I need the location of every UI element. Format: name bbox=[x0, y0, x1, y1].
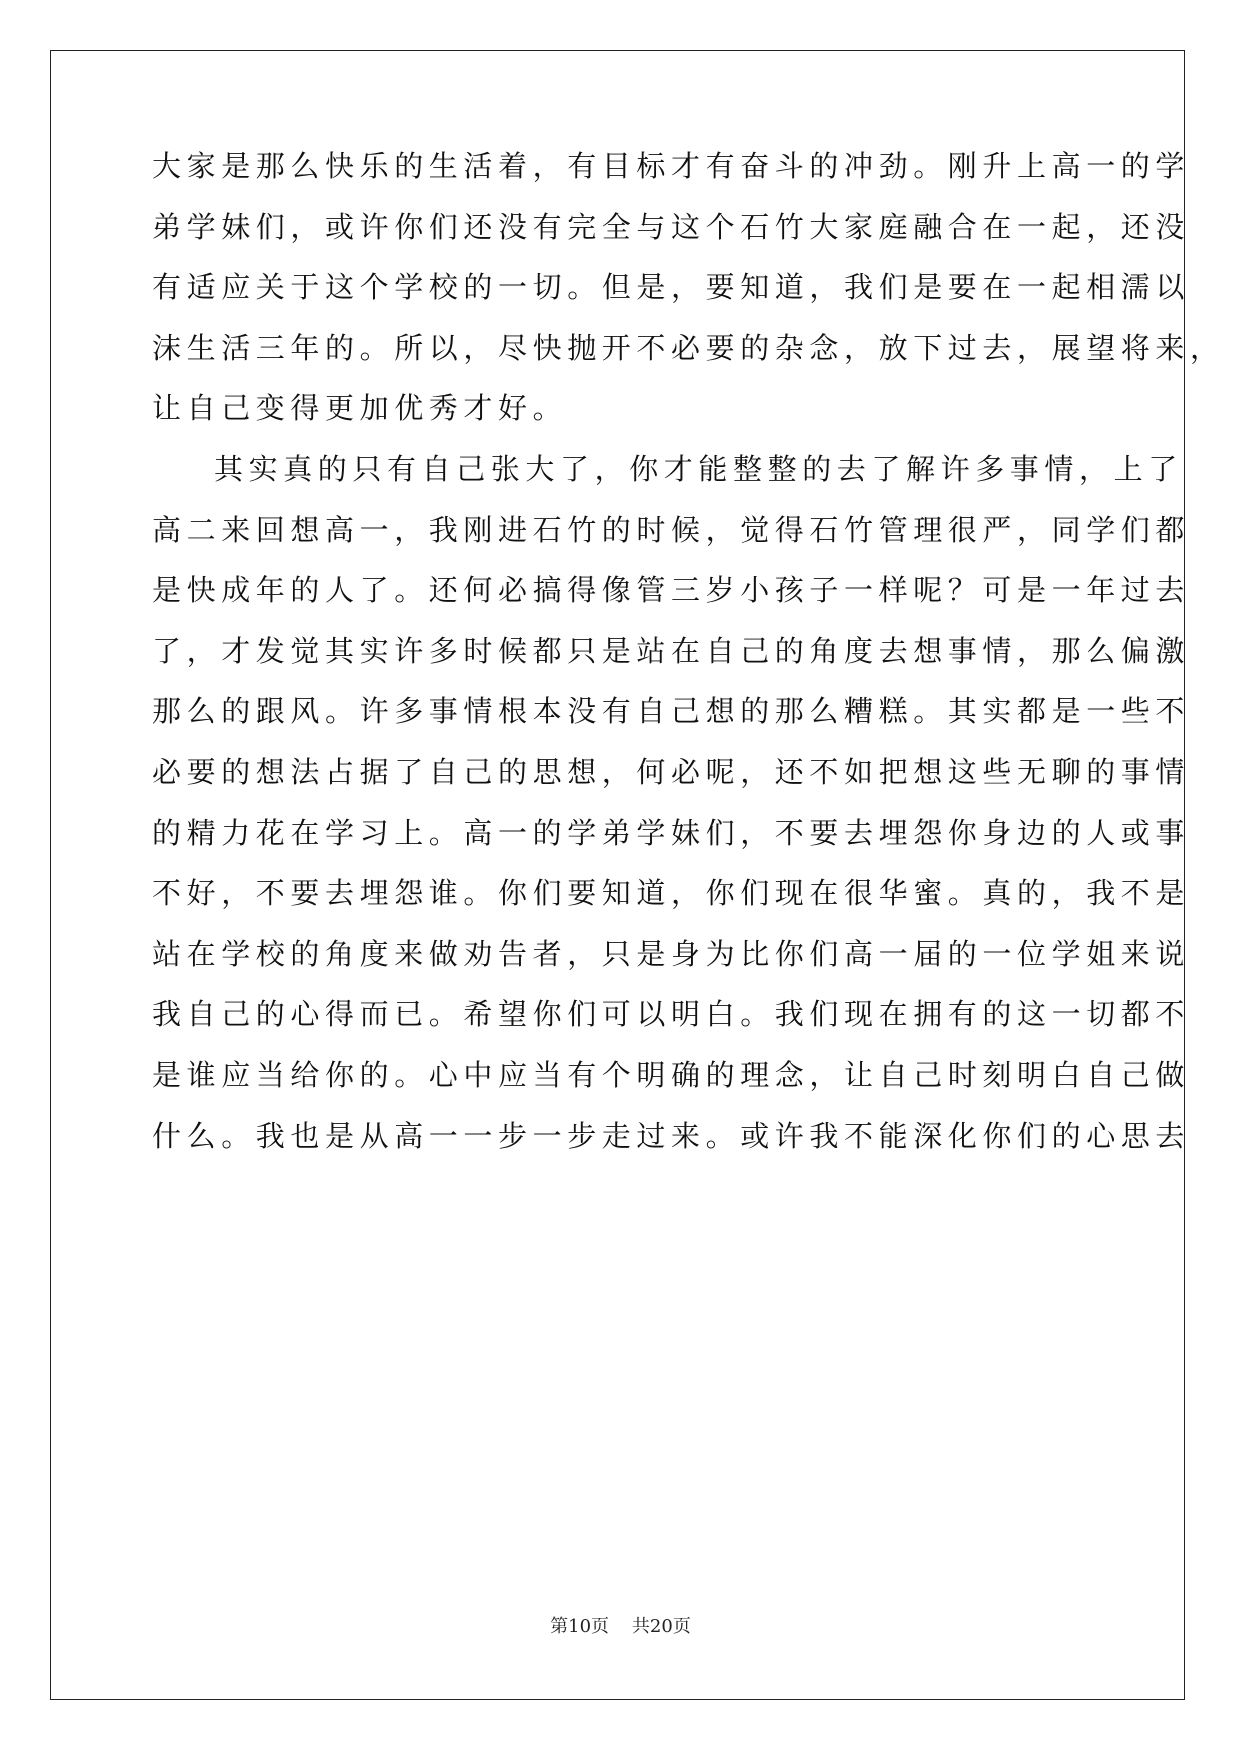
text-line: 了，才发觉其实许多时候都只是站在自己的角度去想事情，那么偏激 bbox=[152, 634, 1191, 668]
text-line: 我自己的心得而已。希望你们可以明白。我们现在拥有的这一切都不 bbox=[152, 997, 1191, 1031]
text-line: 的精力花在学习上。高一的学弟学妹们，不要去埋怨你身边的人或事 bbox=[152, 816, 1191, 850]
text-line: 是快成年的人了。还何必搞得像管三岁小孩子一样呢？可是一年过去 bbox=[152, 573, 1191, 607]
text-line: 让自己变得更加优秀才好。 bbox=[152, 391, 568, 425]
text-line: 沫生活三年的。所以，尽快抛开不必要的杂念，放下过去，展望将来， bbox=[152, 331, 1225, 365]
text-line: 是谁应当给你的。心中应当有个明确的理念，让自己时刻明白自己做 bbox=[152, 1058, 1191, 1092]
text-line: 高二来回想高一，我刚进石竹的时候，觉得石竹管理很严，同学们都 bbox=[152, 513, 1191, 547]
text-line: 弟学妹们，或许你们还没有完全与这个石竹大家庭融合在一起，还没 bbox=[152, 210, 1191, 244]
page-number-footer: 第10页 共20页 bbox=[550, 1616, 691, 1637]
paragraph-first-line: 其实真的只有自己张大了，你才能整整的去了解许多事情，上了 bbox=[214, 452, 1183, 486]
text-line: 必要的想法占据了自己的思想，何必呢，还不如把想这些无聊的事情 bbox=[152, 755, 1191, 789]
text-line: 大家是那么快乐的生活着，有目标才有奋斗的冲劲。刚升上高一的学 bbox=[152, 149, 1191, 183]
text-line: 有适应关于这个学校的一切。但是，要知道，我们是要在一起相濡以 bbox=[152, 270, 1191, 304]
text-line: 不好，不要去埋怨谁。你们要知道，你们现在很华蜜。真的，我不是 bbox=[152, 876, 1191, 910]
text-line: 什么。我也是从高一一步一步走过来。或许我不能深化你们的心思去 bbox=[152, 1119, 1191, 1153]
text-line: 站在学校的角度来做劝告者，只是身为比你们高一届的一位学姐来说 bbox=[152, 937, 1191, 971]
text-line: 那么的跟风。许多事情根本没有自己想的那么糟糕。其实都是一些不 bbox=[152, 694, 1191, 728]
